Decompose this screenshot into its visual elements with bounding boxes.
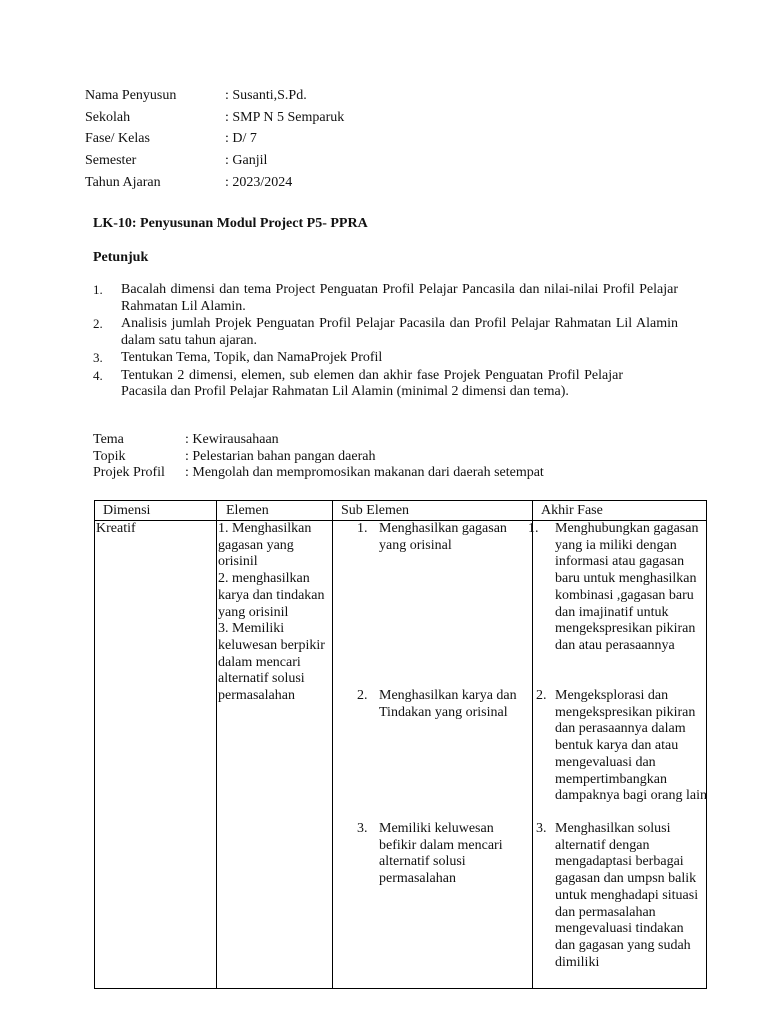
worksheet-title: LK-10: Penyusunan Modul Project P5- PPRA: [93, 216, 368, 231]
akhir-fase-text: Mengeksplorasi dan mengekspresikan pikiran dan perasaannya dalam bentuk karya dan atau mengevaluasi dan mempertimbangkan dampaknya bagi orang lain: [555, 688, 708, 804]
instruction-number: 1.: [93, 282, 103, 297]
column-divider: [332, 501, 333, 988]
meta-row-projek-profil: [93, 465, 544, 482]
sub-elemen-item: [357, 688, 522, 721]
project-meta: [93, 432, 544, 482]
info-value: : SMP N 5 Semparuk: [225, 109, 345, 125]
header-akhir-fase: Akhir Fase: [541, 503, 603, 518]
column-divider: [216, 501, 217, 988]
instruction-number: 4.: [93, 367, 103, 383]
sub-elemen-text: Memiliki keluwesan befikir dalam mencari alternatif solusi permasalahan: [379, 821, 503, 887]
akhir-fase-item: [533, 821, 707, 971]
info-value: : Susanti,S.Pd.: [225, 88, 307, 103]
instruction-text: Tentukan 2 dimensi, elemen, sub elemen dan akhir fase Projek Penguatan Profil Pelajar Pacasila dan Profil Pelajar Rahmatan Lil Alamin (minimal 2 dimensi dan tema).: [121, 367, 623, 399]
elemen-item: 2. menghasilkan karya dan tindakan yang orisinil: [218, 571, 325, 620]
akhir-fase-item: [528, 521, 707, 655]
info-row-penyusun: [85, 87, 344, 109]
meta-row-tema: [93, 432, 544, 449]
info-label: Sekolah: [85, 109, 131, 125]
elemen-item: 3. Memiliki keluwesan berpikir dalam mencari alternatif solusi permasalahan: [218, 621, 325, 704]
instruction-item: [93, 368, 678, 401]
info-label: Tahun Ajaran: [85, 174, 161, 190]
info-row-semester: [85, 152, 344, 174]
sub-elemen-item: [357, 521, 530, 554]
meta-value: : Pelestarian bahan pangan daerah: [185, 448, 376, 464]
akhir-fase-number: 3.: [536, 821, 547, 836]
instruction-text: Tentukan Tema, Topik, dan NamaProjek Profil: [121, 350, 383, 365]
info-value: : D/ 7: [225, 131, 257, 147]
instruction-item: [93, 350, 678, 367]
sub-elemen-text: Menghasilkan karya dan Tindakan yang orisinal: [379, 688, 517, 720]
info-label: Nama Penyusun: [85, 88, 177, 103]
dimension-table: [94, 500, 707, 989]
sub-elemen-number: 3.: [357, 821, 368, 836]
info-label: Semester: [85, 153, 137, 169]
meta-label: Topik: [93, 448, 126, 464]
identity-block: [85, 87, 344, 195]
instruction-item: [93, 282, 678, 315]
akhir-fase-text: Menghasilkan solusi alternatif dengan mengadaptasi berbagai gagasan dan umpsn balik untuk menghadapi situasi dan permasalahan mengevaluasi tindakan dan gagasan yang sudah dimiliki: [555, 821, 699, 970]
elemen-item: 1. Menghasilkan gagasan yang orisinil: [218, 521, 312, 570]
sub-elemen-number: 1.: [357, 521, 368, 536]
info-row-sekolah: [85, 109, 344, 131]
sub-elemen-item: [357, 821, 527, 888]
meta-label: Projek Profil: [93, 465, 165, 480]
info-value: : Ganjil: [225, 153, 268, 169]
akhir-fase-item: [533, 688, 707, 805]
meta-value: : Kewirausahaan: [185, 432, 279, 447]
meta-row-topik: [93, 449, 544, 466]
meta-label: Tema: [93, 432, 124, 447]
header-elemen: Elemen: [226, 503, 269, 518]
info-row-tahun-ajaran: [85, 174, 344, 196]
info-label: Fase/ Kelas: [85, 131, 150, 147]
petunjuk-heading: Petunjuk: [93, 250, 149, 265]
instruction-text: Bacalah dimensi dan tema Project Penguatan Profil Pelajar Pancasila dan nilai-nilai Profil Pelajar Rahmatan Lil Alamin.: [121, 282, 678, 314]
akhir-fase-text: Menghubungkan gagasan yang ia miliki dengan informasi atau gagasan baru untuk menghasilkan kombinasi ,gagasan baru dan imajinatif untuk mengekspresikan pikiran dan atau perasaannya: [555, 521, 699, 653]
instruction-item: [93, 316, 678, 349]
meta-value: : Mengolah dan mempromosikan makanan dari daerah setempat: [185, 465, 544, 480]
header-sub-elemen: Sub Elemen: [341, 503, 410, 518]
cell-dimensi: Kreatif: [96, 521, 136, 536]
sub-elemen-number: 2.: [357, 688, 368, 703]
instruction-number: 2.: [93, 316, 103, 331]
cell-elemen: [218, 521, 330, 705]
akhir-fase-number: 1.: [528, 521, 539, 536]
instruction-number: 3.: [93, 350, 103, 365]
akhir-fase-number: 2.: [536, 688, 547, 703]
instruction-list: [93, 282, 678, 402]
info-value: : 2023/2024: [225, 174, 293, 190]
instruction-text: Analisis jumlah Projek Penguatan Profil Pelajar Pacasila dan Profil Pelajar Rahmatan Lil Alamin dalam satu tahun ajaran.: [121, 316, 678, 348]
sub-elemen-text: Menghasilkan gagasan yang orisinal: [379, 521, 507, 553]
header-dimensi: Dimensi: [103, 503, 151, 518]
info-row-fase-kelas: [85, 130, 344, 152]
